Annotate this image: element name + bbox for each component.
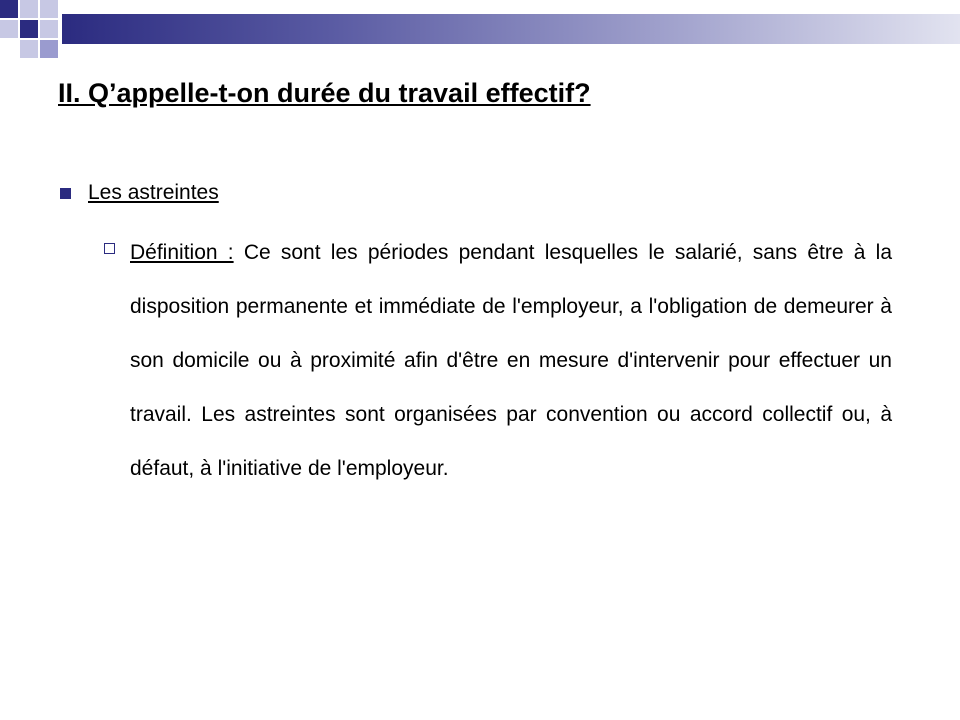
checkbox-bullet-icon <box>104 243 115 254</box>
header-deco-square <box>0 20 18 38</box>
bullet-item <box>60 176 219 210</box>
square-bullet-icon <box>60 188 71 199</box>
header-deco-square <box>40 0 58 18</box>
definition-text: Ce sont les périodes pendant lesquelles le salarié, sans être à la disposition permanente et immédiate de l'employeur, a l'obligation de demeurer à son domicile ou à proximité afin d'être en mesure d'intervenir pour effectuer un travail. Les astreintes sont organisées par convention ou accord collectif ou, à défaut, à l'initiative de l'employeur. <box>130 241 893 480</box>
bullet-text: Les astreintes <box>88 181 219 204</box>
header-gradient-bar <box>62 14 960 44</box>
definition-label: Définition : <box>130 241 234 264</box>
header-deco-square <box>20 20 38 38</box>
slide-title: II. Q’appelle-t-on durée du travail effectif? <box>58 78 591 108</box>
header-deco-square <box>20 0 38 18</box>
header-deco-square <box>20 40 38 58</box>
definition-paragraph <box>130 226 892 496</box>
header-deco-square <box>40 20 58 38</box>
header-deco-square <box>0 0 18 18</box>
header-deco-square <box>40 40 58 58</box>
